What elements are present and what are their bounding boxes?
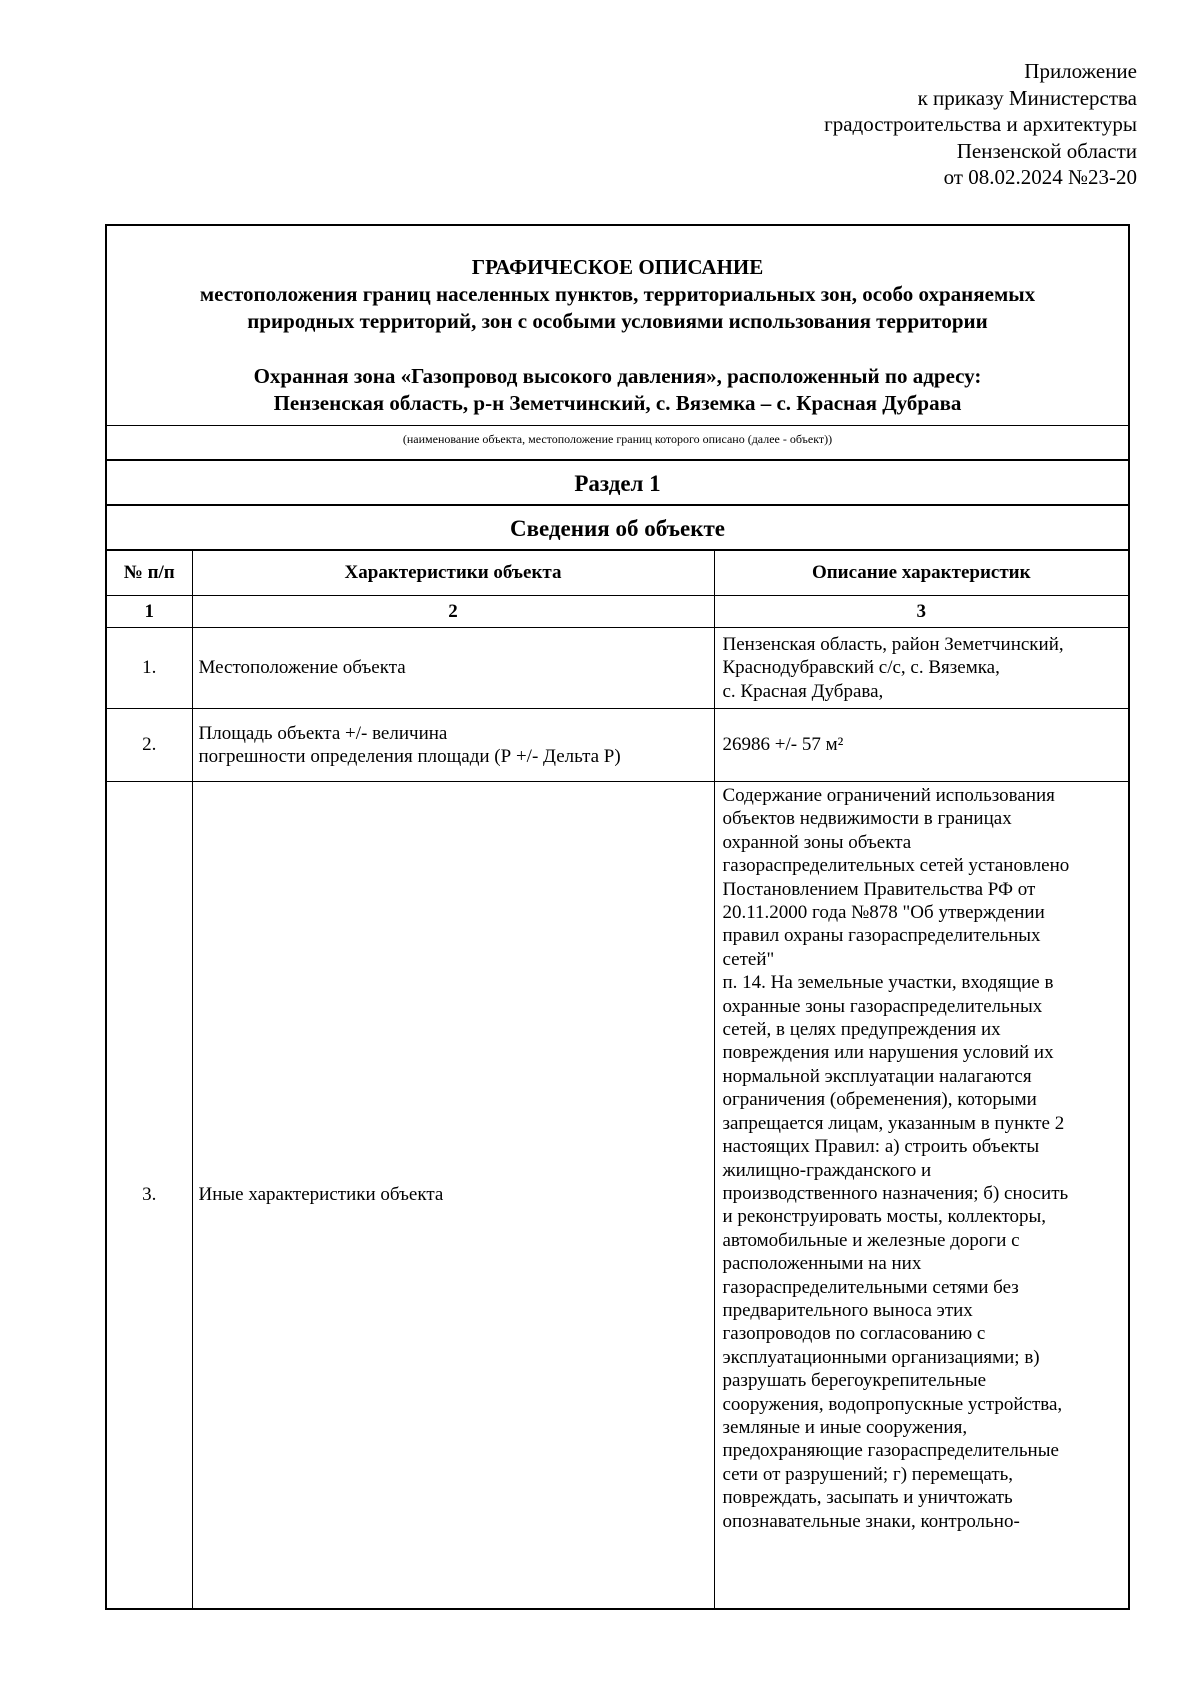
- document-frame: [105, 224, 1130, 1610]
- object-address: Пензенская область, р-н Земетчинский, с. Вяземка – с. Красная Дубрава: [273, 391, 962, 415]
- row-description: Содержание ограничений использования объектов недвижимости в границах охранной зоны объекта газораспределительных сетей установлено Постановлением Правительства РФ от 20.11.2000 года №878 "Об утверждении правил охраны газораспределительных сетей" п. 14. На земельные участки, входящие в охранные зоны газораспределительных сетей, в целях предупреждения их повреждения или нарушения условий их нормальной эксплуатации налагаются ограничения (обременения), которыми запрещается лицам, указанным в пункте 2 настоящих Правил: а) строить объекты жилищно-гражданского и производственного назначения; б) сносить и реконструировать мосты, коллекторы, автомобильные и железные дороги с расположенными на них газораспределительными сетями без предварительного выноса этих газопроводов по согласованию с эксплуатационными организациями; в) разрушать берегоукрепительные сооружения, водопропускные устройства, земляные и иные сооружения, предохраняющие газораспределительные сети от разрушений; г) перемещать, повреждать, засыпать и уничтожать опознавательные знаки, контрольно-: [714, 782, 1128, 1609]
- section-title: Сведения об объекте: [107, 506, 1128, 551]
- row-characteristic: Площадь объекта +/- величина погрешности определения площади (Р +/- Дельта Р): [192, 709, 714, 782]
- column-number: 3: [714, 596, 1128, 628]
- appendix-line: от 08.02.2024 №23-20: [943, 165, 1137, 189]
- appendix-line: Приложение: [1024, 59, 1137, 83]
- table-header-row: [107, 551, 1128, 596]
- object-name: Охранная зона «Газопровод высокого давления», расположенный по адресу:: [253, 364, 982, 388]
- object-caption: (наименование объекта, местоположение границ которого описано (далее - объект)): [107, 426, 1128, 461]
- appendix-line: градостроительства и архитектуры: [824, 112, 1137, 136]
- section-number: Раздел 1: [107, 461, 1128, 506]
- row-description: 26986 +/- 57 м²: [714, 709, 1128, 782]
- column-header: Описание характеристик: [714, 551, 1128, 596]
- document-subtitle: местоположения границ населенных пунктов, территориальных зон, особо охраняемых: [199, 282, 1036, 306]
- column-number: 1: [107, 596, 192, 628]
- row-description: Пензенская область, район Земетчинский, Краснодубравский с/с, с. Вяземка, с. Красная Дубрава,: [714, 628, 1128, 709]
- table-row: [107, 782, 1128, 1609]
- row-number: 3.: [107, 782, 192, 1609]
- row-number: 1.: [107, 628, 192, 709]
- column-header: Характеристики объекта: [192, 551, 714, 596]
- row-characteristic: Иные характеристики объекта: [192, 782, 714, 1609]
- row-number: 2.: [107, 709, 192, 782]
- appendix-line: Пензенской области: [956, 138, 1137, 163]
- column-number: 2: [192, 596, 714, 628]
- column-header: № п/п: [107, 551, 192, 596]
- table-row: [107, 709, 1128, 782]
- table-row: [107, 628, 1128, 709]
- column-number-row: [107, 596, 1128, 628]
- document-subtitle: природных территорий, зон с особыми условиями использования территории: [247, 309, 988, 333]
- object-info-table: [107, 551, 1128, 1608]
- document-title: ГРАФИЧЕСКОЕ ОПИСАНИЕ: [471, 255, 764, 279]
- appendix-note: [824, 58, 1137, 191]
- row-characteristic: Местоположение объекта: [192, 628, 714, 709]
- document-header: [107, 226, 1128, 426]
- appendix-line: к приказу Министерства: [917, 85, 1137, 110]
